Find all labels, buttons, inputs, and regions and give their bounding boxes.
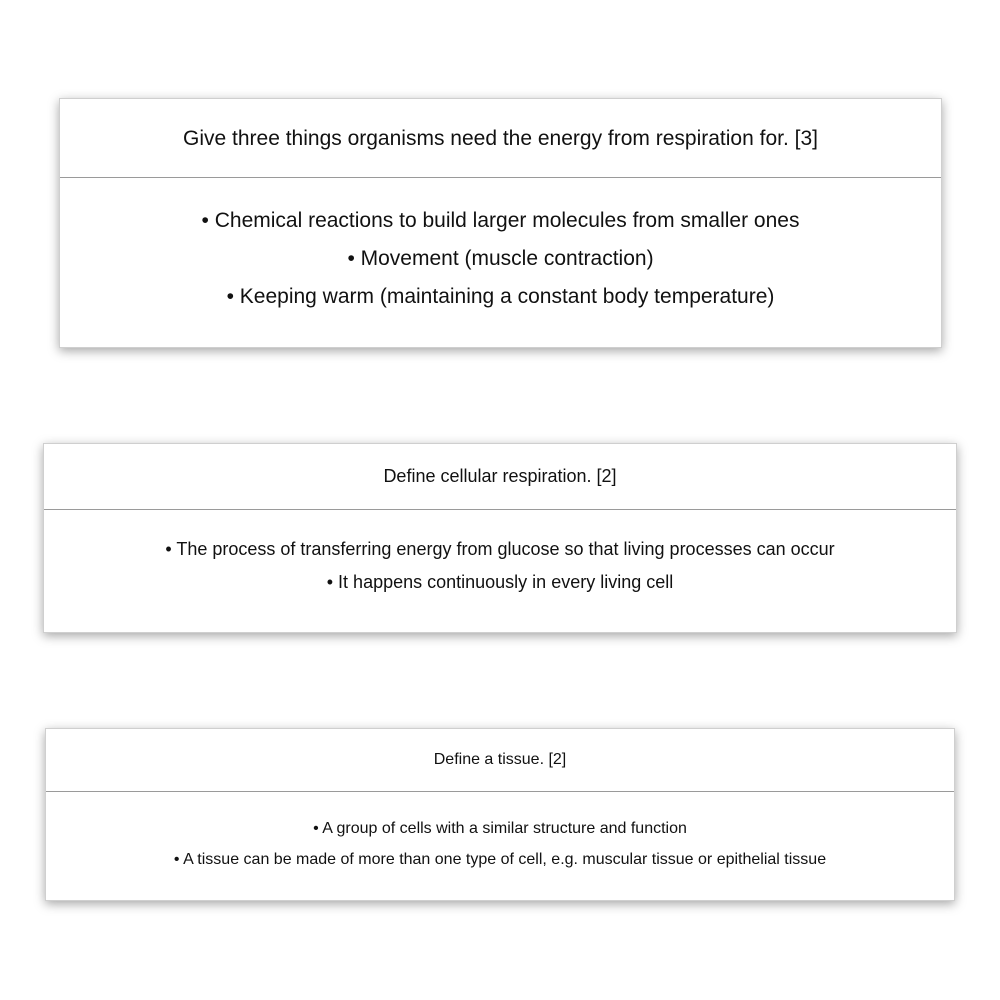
answer-line: • Chemical reactions to build larger molecules from smaller ones <box>201 208 800 232</box>
card-question: Give three things organisms need the energy from respiration for. [3] <box>60 99 941 178</box>
answer-line: • The process of transferring energy from glucose so that living processes can occur <box>165 539 835 559</box>
card-answer <box>60 178 941 347</box>
answer-line: • Movement (muscle contraction) <box>347 246 654 270</box>
flashcard-cellular-respiration <box>43 443 957 633</box>
card-question: Define a tissue. [2] <box>46 729 954 792</box>
card-answer <box>46 792 954 900</box>
answer-line: • A tissue can be made of more than one type of cell, e.g. muscular tissue or epithelial tissue <box>173 851 827 868</box>
answer-line: • A group of cells with a similar structure and function <box>313 820 687 837</box>
card-question: Define cellular respiration. [2] <box>44 444 956 510</box>
flashcard-tissue <box>45 728 955 901</box>
card-answer <box>44 510 956 632</box>
answer-line: • It happens continuously in every living cell <box>326 572 674 592</box>
flashcard-respiration-uses <box>59 98 942 348</box>
answer-line: • Keeping warm (maintaining a constant body temperature) <box>226 284 775 308</box>
